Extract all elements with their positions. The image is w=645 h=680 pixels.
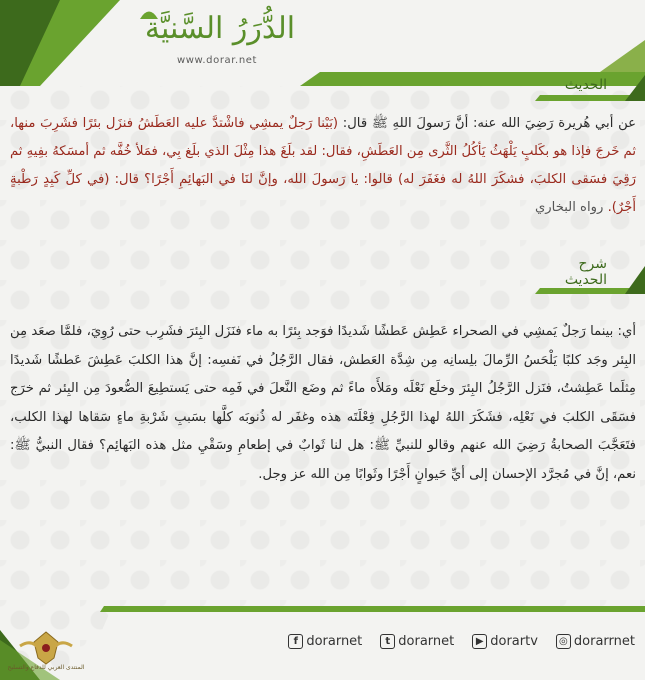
social-youtube[interactable] — [472, 634, 538, 649]
facebook-handle: dorarnet — [306, 634, 363, 649]
social-links — [288, 634, 635, 649]
logo-url: www.dorar.net — [176, 55, 258, 66]
social-facebook[interactable] — [288, 634, 362, 649]
twitter-handle: dorarnet — [398, 634, 455, 649]
social-twitter[interactable] — [380, 634, 454, 649]
hadith-body: (بَيْنا رَجلٌ يمشِي فاشْتدَّ عليه العَطَشُ فنزَل بئرًا فشَرِبَ منها، ثم خَرجَ فإذا هو بكَلبٍ يَلْهَثُ يَأكُلُ الثَّرى مِن العَطَشِ، فقال: لقد بلَغَ هذا مِثْلَ الذي بلَغ بِي، فمَلأ خُفَّه ثم أمسَكهُ بفِيهِ ثم رَقِيَ فسَقى الكلبَ، فشكَرَ اللهُ له فغَفَرَ له) قالوا: يا رَسولَ الله، وإنَّ لنَا في البَهائِمِ أَجْرًا؟ قال: (في كلِّ كَبِدٍ رَطْبةٍ أَجْرٌ). — [10, 116, 636, 215]
youtube-handle: dorartv — [490, 634, 538, 649]
sharh-title-line1: شرح — [578, 256, 607, 272]
sharh-title-line2: الحديث — [564, 272, 607, 288]
forum-badge-caption: المنتدى العربي للدفاع والتسليح — [7, 664, 85, 671]
hadith-section-title: الحديث — [564, 77, 607, 93]
header-band — [0, 0, 645, 86]
logo-title: الدُّرَرُ السَّنيَّة — [144, 11, 296, 46]
instagram-icon: ◎ — [556, 634, 571, 649]
sharh-section-title — [565, 256, 607, 288]
hadith-source: رواه البخاري — [534, 200, 608, 215]
facebook-icon: f — [288, 634, 303, 649]
twitter-icon: t — [380, 634, 395, 649]
instagram-handle: dorarrnet — [573, 634, 635, 649]
youtube-icon: ▶ — [472, 634, 487, 649]
hadith-text-block — [10, 110, 636, 222]
hadith-intro: عن أبي هُريرة رَضِيَ الله عنه: أنَّ رَسولَ اللهِ ﷺ قال: — [338, 116, 636, 131]
sharh-text-block: أي: بينما رَجلٌ يَمشِي في الصحراء عَطِش عَطشًا شَديدًا فوَجد بِئرًا به ماء فنَزَل البِئرَ فشَرِب حتى رُوِيَ، فلمَّا صعَد مِن البِئر وجَد كلبًا يَلْحَسُ الرِّمالَ بلِسانِه مِن شِدَّة العَطش، فقال الرَّجُلُ في نَفسِه: إنَّ هذا الكلبَ عَطِشَ عَطشًا شَديدًا مِثلَما عَطِشتُ، فنَزل الرَّجُلُ البِئرَ وخلَع نَعْلَه ومَلأَه ماءً ثم وضَع النَّعلَ في فَمِه حتى يَستطِيعَ الصُّعودَ مِن البِئر ثم خرَج فسَقَى الكلبَ في نَعْلِه، فشَكَرَ اللهُ لهذا الرَّجُلِ فِعْلَتَه هذه وغفَر له ذُنوبَه كلَّها بسَببِ شَرْبةِ ماءٍ سَقاها لهذا الكلب، فتَعَجَّبَ الصحابةُ رَضِيَ الله عنهم وقالو للنبيِّ ﷺ: هل لنا ثَوابٌ في إطعامِ وسَقْيِ مثل هذه البَهائِم؟ فقال النبيُّ ﷺ: نعم، إنَّ في مُجرَّد الإحسان إلى أيِّ حَيوانٍ أَجْرًا وثَوابًا مِن الله عز وجل. — [10, 324, 636, 482]
social-instagram[interactable] — [556, 634, 635, 649]
